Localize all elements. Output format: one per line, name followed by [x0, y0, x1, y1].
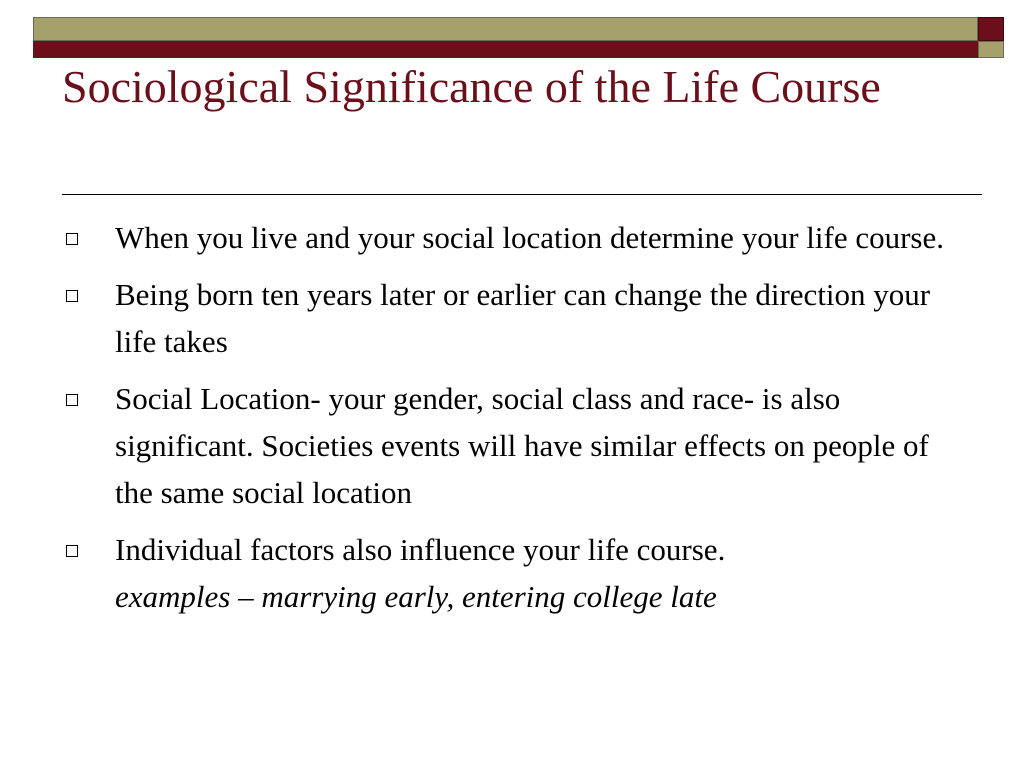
bullet-item [62, 271, 962, 365]
square-bullet-icon [66, 545, 78, 557]
square-bullet-icon [66, 394, 78, 406]
bullet-item [62, 214, 962, 261]
bullet-item [62, 526, 962, 620]
bullet-text: When you live and your social location determine your life course. [115, 220, 944, 255]
title-divider [62, 194, 982, 195]
bullet-item [62, 375, 962, 516]
bullet-text: Individual factors also influence your life course. [115, 532, 726, 567]
bullet-list [62, 214, 962, 630]
bullet-example-text: examples – marrying early, entering college late [115, 579, 717, 614]
header-band-olive [33, 17, 978, 41]
square-bullet-icon [66, 233, 78, 245]
bullet-text: Social Location- your gender, social class and race- is also significant. Societies events will have similar effects on people of the same social location [115, 381, 929, 510]
square-bullet-icon [66, 290, 78, 302]
slide-title: Sociological Significance of the Life Course [62, 61, 881, 112]
header-square-maroon [978, 17, 1004, 41]
bullet-text: Being born ten years later or earlier can change the direction your life takes [115, 277, 931, 359]
header-square-olive [978, 41, 1004, 58]
